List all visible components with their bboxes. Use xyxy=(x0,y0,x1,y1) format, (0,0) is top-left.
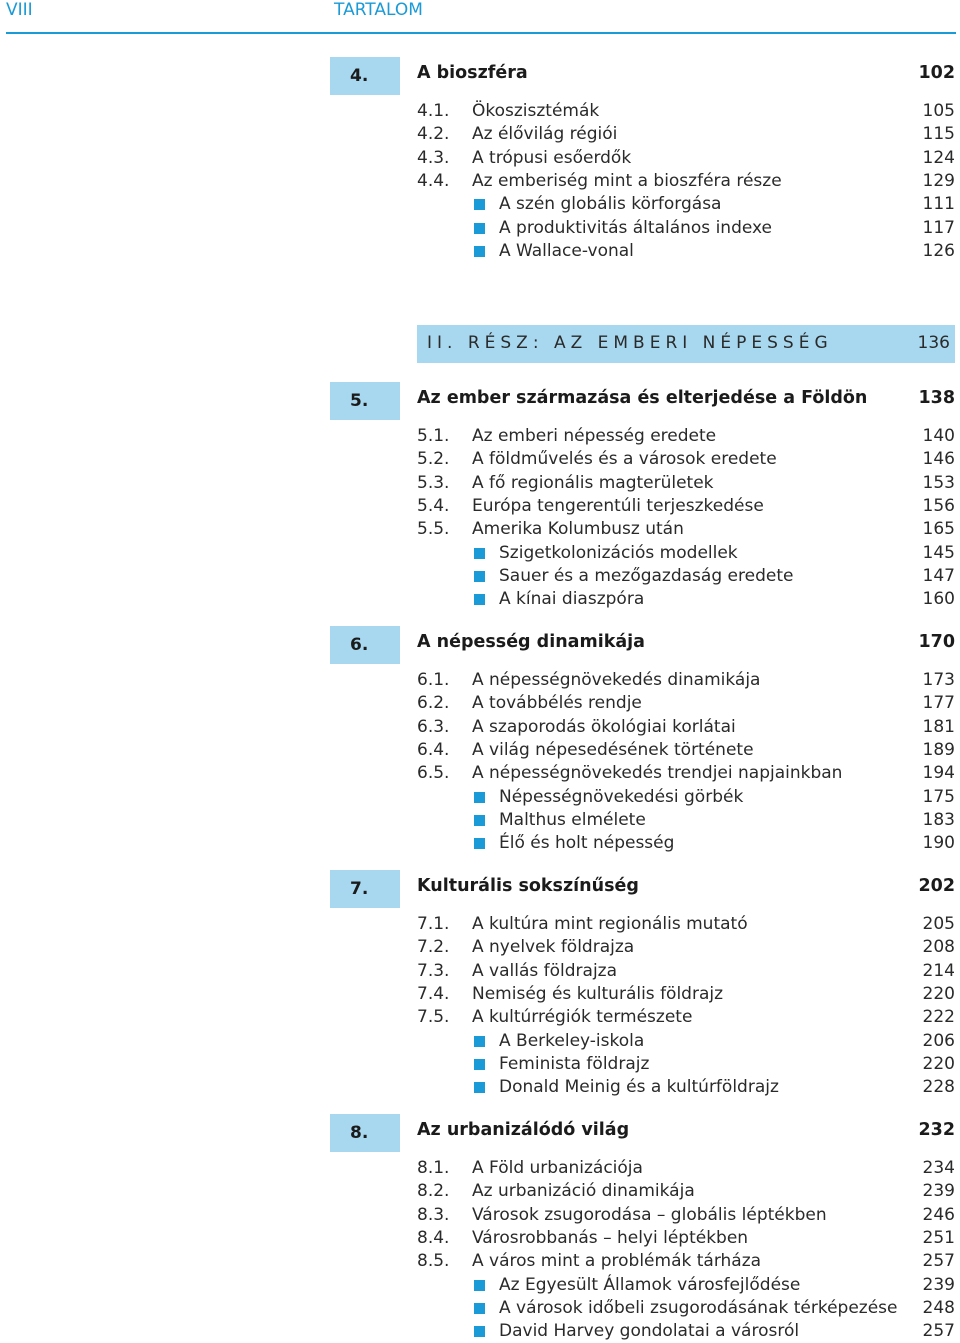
chapter-title: Az urbanizálódó világ xyxy=(417,1120,630,1140)
section-page: 205 xyxy=(922,914,955,934)
box-title: Feminista földrajz xyxy=(499,1053,650,1074)
chapter-heading xyxy=(0,1114,960,1154)
section-page: 153 xyxy=(922,472,955,493)
square-bullet-icon xyxy=(474,223,485,234)
chapter-page: 170 xyxy=(918,632,955,652)
toc-box-row[interactable] xyxy=(0,832,960,855)
box-title: A produktivitás általános indexe xyxy=(499,217,773,238)
section-title: A továbbélés rendje xyxy=(472,693,642,714)
square-bullet-icon xyxy=(474,1082,485,1093)
square-bullet-icon xyxy=(474,838,485,849)
box-page: 257 xyxy=(922,1321,955,1342)
section-number: 7.1. xyxy=(417,914,450,934)
toc-box-row[interactable] xyxy=(0,786,960,809)
section-page: 156 xyxy=(922,495,955,516)
box-page: 220 xyxy=(922,1053,955,1074)
toc-section-row[interactable] xyxy=(0,448,960,471)
section-title: Az élővilág régiói xyxy=(472,124,618,145)
box-title: Malthus elmélete xyxy=(499,809,646,830)
chapter-number: 4. xyxy=(330,57,400,95)
section-title: A fő regionális magterületek xyxy=(472,472,714,493)
toc-box-row[interactable] xyxy=(0,217,960,240)
section-page: 194 xyxy=(922,763,955,784)
box-title: A városok időbeli zsugorodásának térképezése xyxy=(499,1297,898,1318)
chapter-number: 7. xyxy=(330,870,400,908)
section-number: 7.2. xyxy=(417,937,450,958)
section-page: 115 xyxy=(922,124,955,145)
section-number: 6.4. xyxy=(417,739,450,760)
section-number: 7.4. xyxy=(417,983,450,1004)
section-page: 239 xyxy=(922,1181,955,1202)
toc-box-row[interactable] xyxy=(0,565,960,588)
square-bullet-icon xyxy=(474,792,485,803)
toc-section-row[interactable] xyxy=(0,716,960,739)
toc-section-row[interactable] xyxy=(0,1180,960,1203)
box-page: 190 xyxy=(922,833,955,854)
section-title: A nyelvek földrajza xyxy=(472,937,635,958)
page-number: VIII xyxy=(6,0,33,20)
square-bullet-icon xyxy=(474,1303,485,1314)
chapter-page: 138 xyxy=(918,388,955,408)
part-page: 136 xyxy=(917,333,950,353)
section-page: 251 xyxy=(922,1227,955,1248)
toc-box-row[interactable] xyxy=(0,809,960,832)
box-title: A szén globális körforgása xyxy=(499,194,722,215)
toc-section-row[interactable] xyxy=(0,495,960,518)
square-bullet-icon xyxy=(474,1326,485,1337)
box-page: 175 xyxy=(922,786,955,807)
section-number: 7.5. xyxy=(417,1007,450,1028)
box-title: Élő és holt népesség xyxy=(499,833,675,854)
box-title: A Berkeley-iskola xyxy=(499,1030,645,1051)
section-number: 6.5. xyxy=(417,763,450,784)
section-title: Városok zsugorodása – globális léptékben xyxy=(472,1204,827,1225)
section-page: 208 xyxy=(922,937,955,958)
chapter-page: 202 xyxy=(918,876,955,896)
toc-section-row[interactable] xyxy=(0,936,960,959)
section-number: 8.4. xyxy=(417,1227,450,1248)
box-page: 111 xyxy=(922,194,955,215)
section-page: 165 xyxy=(922,519,955,540)
toc-section-row[interactable] xyxy=(0,1227,960,1250)
section-title: Városrobbanás – helyi léptékben xyxy=(472,1227,749,1248)
section-title: Európa tengerentúli terjeszkedése xyxy=(472,495,764,516)
section-title: A Föld urbanizációja xyxy=(472,1158,643,1178)
section-title: A szaporodás ökológiai korlátai xyxy=(472,716,736,737)
section-number: 6.2. xyxy=(417,693,450,714)
box-page: 160 xyxy=(922,589,955,610)
square-bullet-icon xyxy=(474,571,485,582)
square-bullet-icon xyxy=(474,815,485,826)
toc-section-row[interactable] xyxy=(0,739,960,762)
section-number: 8.5. xyxy=(417,1251,450,1272)
section-page: 124 xyxy=(922,147,955,168)
section-title: Amerika Kolumbusz után xyxy=(472,519,684,540)
chapter-page: 102 xyxy=(918,63,955,83)
chapter-heading xyxy=(0,626,960,666)
square-bullet-icon xyxy=(474,594,485,605)
section-number: 5.3. xyxy=(417,472,450,493)
section-number: 4.3. xyxy=(417,147,450,168)
toc-section-row[interactable] xyxy=(0,913,960,936)
toc-section-row[interactable] xyxy=(0,100,960,123)
section-page: 181 xyxy=(922,716,955,737)
section-title: A népességnövekedés dinamikája xyxy=(472,670,761,690)
box-page: 228 xyxy=(922,1077,955,1098)
box-title: A kínai diaszpóra xyxy=(499,589,645,610)
toc-section-row[interactable] xyxy=(0,1250,960,1273)
chapter-number: 5. xyxy=(330,382,400,420)
section-number: 5.2. xyxy=(417,449,450,470)
section-number: 6.1. xyxy=(417,670,450,690)
chapter-number: 6. xyxy=(330,626,400,664)
toc-section-row[interactable] xyxy=(0,147,960,170)
toc-box-row[interactable] xyxy=(0,1076,960,1099)
running-title: TARTALOM xyxy=(334,0,423,20)
section-title: Az emberiség mint a bioszféra része xyxy=(472,170,782,191)
toc-section-row[interactable] xyxy=(0,518,960,541)
toc-box-row[interactable] xyxy=(0,1274,960,1297)
section-title: A trópusi esőerdők xyxy=(472,147,632,168)
toc-box-row[interactable] xyxy=(0,1320,960,1343)
toc-section-row[interactable] xyxy=(0,472,960,495)
header-rule xyxy=(6,32,956,34)
section-title: A vallás földrajza xyxy=(472,960,618,981)
chapter-title: A bioszféra xyxy=(417,63,528,83)
section-number: 8.3. xyxy=(417,1204,450,1225)
section-page: 173 xyxy=(922,670,955,690)
toc-section-row[interactable] xyxy=(0,669,960,692)
section-number: 7.3. xyxy=(417,960,450,981)
section-title: Az emberi népesség eredete xyxy=(472,426,717,446)
box-title: Az Egyesült Államok városfejlődése xyxy=(499,1274,801,1295)
chapter-heading xyxy=(0,382,960,422)
section-page: 189 xyxy=(922,739,955,760)
section-page: 105 xyxy=(922,101,955,121)
section-number: 8.1. xyxy=(417,1158,450,1178)
box-page: 206 xyxy=(922,1030,955,1051)
square-bullet-icon xyxy=(474,246,485,257)
section-title: A földművelés és a városok eredete xyxy=(472,449,777,470)
section-number: 5.1. xyxy=(417,426,450,446)
section-number: 4.2. xyxy=(417,124,450,145)
chapter-heading xyxy=(0,870,960,910)
toc-section-row[interactable] xyxy=(0,960,960,983)
section-title: A világ népesedésének története xyxy=(472,739,754,760)
box-page: 117 xyxy=(922,217,955,238)
section-page: 234 xyxy=(922,1158,955,1178)
section-title: A népességnövekedés trendjei napjainkban xyxy=(472,763,843,784)
square-bullet-icon xyxy=(474,548,485,559)
section-page: 257 xyxy=(922,1251,955,1272)
toc-section-row[interactable] xyxy=(0,762,960,785)
box-title: Sauer és a mezőgazdaság eredete xyxy=(499,565,794,586)
section-number: 4.4. xyxy=(417,170,450,191)
box-title: Donald Meinig és a kultúrföldrajz xyxy=(499,1077,779,1098)
box-title: Szigetkolonizációs modellek xyxy=(499,542,738,563)
chapter-title: Kulturális sokszínűség xyxy=(417,876,639,896)
box-page: 183 xyxy=(922,809,955,830)
box-title: David Harvey gondolatai a városról xyxy=(499,1321,800,1342)
section-page: 222 xyxy=(922,1007,955,1028)
box-page: 248 xyxy=(922,1297,955,1318)
section-title: A kultúra mint regionális mutató xyxy=(472,914,748,934)
square-bullet-icon xyxy=(474,1280,485,1291)
toc-box-row[interactable] xyxy=(0,1297,960,1320)
section-page: 220 xyxy=(922,983,955,1004)
square-bullet-icon xyxy=(474,1036,485,1047)
part-title: II. RÉSZ: AZ EMBERI NÉPESSÉG xyxy=(427,333,833,353)
section-page: 177 xyxy=(922,693,955,714)
section-title: Az urbanizáció dinamikája xyxy=(472,1181,695,1202)
section-number: 6.3. xyxy=(417,716,450,737)
toc-section-row[interactable] xyxy=(0,983,960,1006)
chapter-heading xyxy=(0,57,960,97)
section-number: 5.5. xyxy=(417,519,450,540)
section-title: Nemiség és kulturális földrajz xyxy=(472,983,724,1004)
toc-box-row[interactable] xyxy=(0,542,960,565)
section-page: 140 xyxy=(922,426,955,446)
square-bullet-icon xyxy=(474,199,485,210)
toc-section-row[interactable] xyxy=(0,170,960,193)
toc-section-row[interactable] xyxy=(0,425,960,448)
part-heading xyxy=(417,325,955,363)
box-page: 147 xyxy=(922,565,955,586)
toc-box-row[interactable] xyxy=(0,588,960,611)
box-page: 239 xyxy=(922,1274,955,1295)
toc-section-row[interactable] xyxy=(0,123,960,146)
section-number: 4.1. xyxy=(417,101,450,121)
toc-box-row[interactable] xyxy=(0,240,960,263)
page-header xyxy=(0,0,960,36)
toc-box-row[interactable] xyxy=(0,1030,960,1053)
toc-section-row[interactable] xyxy=(0,1157,960,1180)
chapter-page: 232 xyxy=(918,1120,955,1140)
section-number: 5.4. xyxy=(417,495,450,516)
toc-section-row[interactable] xyxy=(0,1204,960,1227)
chapter-title: A népesség dinamikája xyxy=(417,632,645,652)
section-page: 246 xyxy=(922,1204,955,1225)
toc-box-row[interactable] xyxy=(0,1053,960,1076)
section-title: A kultúrrégiók természete xyxy=(472,1007,693,1028)
box-page: 126 xyxy=(922,240,955,261)
section-title: A város mint a problémák tárháza xyxy=(472,1251,762,1272)
chapter-number: 8. xyxy=(330,1114,400,1152)
toc-section-row[interactable] xyxy=(0,692,960,715)
box-title: Népességnövekedési görbék xyxy=(499,786,744,807)
square-bullet-icon xyxy=(474,1059,485,1070)
chapter-title: Az ember származása és elterjedése a Földön xyxy=(417,388,868,408)
section-page: 146 xyxy=(922,449,955,470)
toc-box-row[interactable] xyxy=(0,193,960,216)
box-page: 145 xyxy=(922,542,955,563)
toc-section-row[interactable] xyxy=(0,1006,960,1029)
section-page: 214 xyxy=(922,960,955,981)
box-title: A Wallace-vonal xyxy=(499,240,634,261)
section-number: 8.2. xyxy=(417,1181,450,1202)
section-page: 129 xyxy=(922,170,955,191)
section-title: Ökoszisztémák xyxy=(472,101,600,121)
